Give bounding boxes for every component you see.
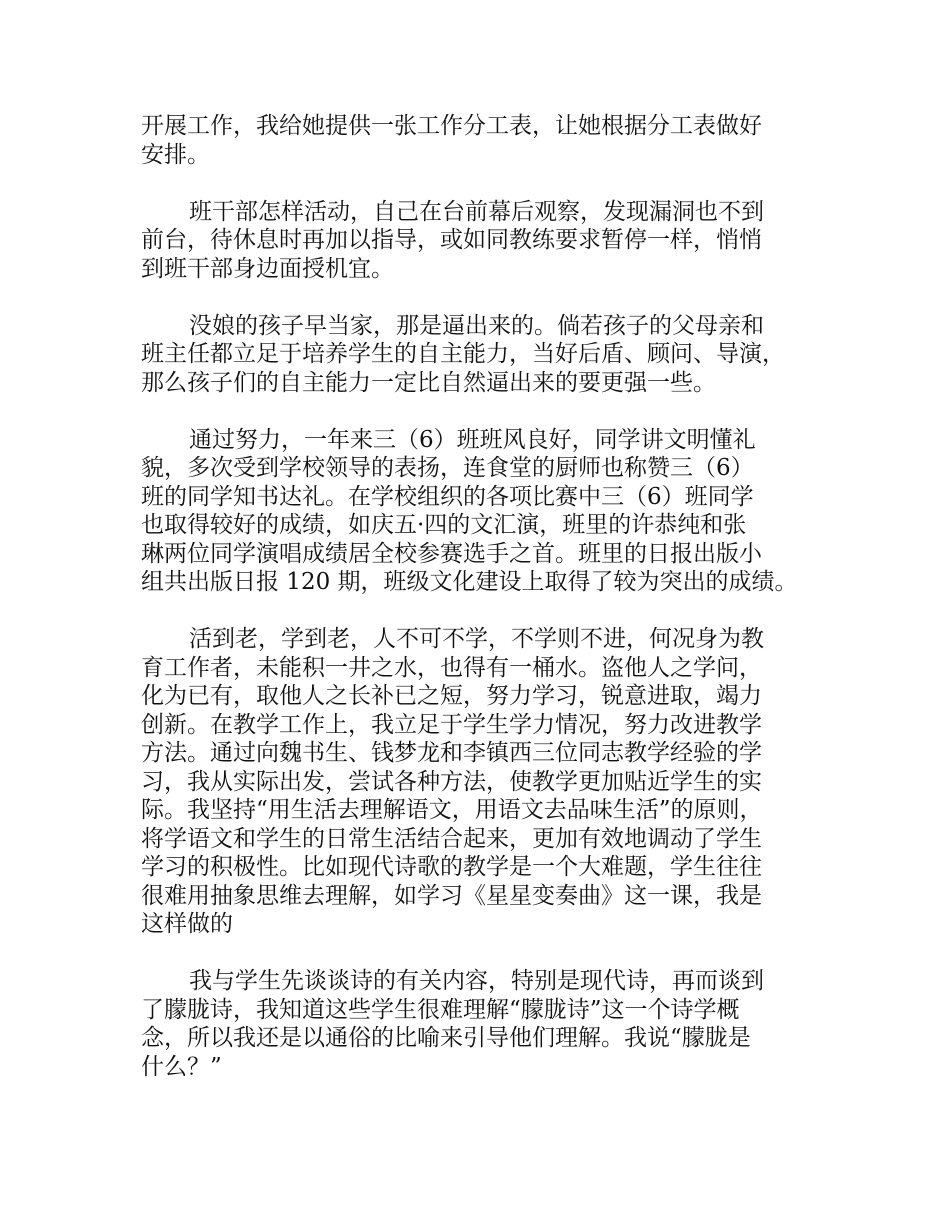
paragraph <box>141 426 831 597</box>
paragraph <box>141 312 831 398</box>
text-line: 那么孩子们的自主能力一定比自然逼出来的要更强一些。 <box>141 369 716 396</box>
text-line: 班的同学知书达礼。在学校组织的各项比赛中三（6）班同学 <box>141 483 754 510</box>
text-line: 琳两位同学演唱成绩居全校参赛选手之首。班里的日报出版小 <box>141 540 762 567</box>
text-line: 什么？” <box>141 1053 222 1080</box>
text-line: 创新。在教学工作上，我立足于学生学力情况，努力改进教学 <box>141 711 762 738</box>
text-line: 这样做的 <box>141 911 233 937</box>
text-line: 习，我从实际出发，尝试各种方法，使教学更加贴近学生的实 <box>141 768 762 795</box>
text-line: 组共出版日报 120 期，班级文化建设上取得了较为突出的成绩。 <box>141 569 798 595</box>
text-line: 到班干部身边面授机宜。 <box>141 255 394 282</box>
text-line: 前台，待休息时再加以指导，或如同教练要求暂停一样，悄悄 <box>141 227 762 253</box>
text-line: 化为已有，取他人之长补已之短，努力学习，锐意进取，竭力 <box>141 683 762 709</box>
paragraph <box>141 967 831 1081</box>
paragraph <box>141 112 831 169</box>
text-line: 貌，多次受到学校领导的表扬，连食堂的厨师也称赞三（6） <box>141 455 754 481</box>
text-line: 没娘的孩子早当家，那是逼出来的。倘若孩子的父母亲和 <box>189 312 764 339</box>
text-line: 我与学生先谈谈诗的有关内容，特别是现代诗，再而谈到 <box>189 968 764 994</box>
text-line: 念，所以我还是以通俗的比喻来引导他们理解。我说“朦胧是 <box>141 1025 751 1051</box>
text-line: 际。我坚持“用生活去理解语文，用语文去品味生活”的原则， <box>141 797 763 823</box>
text-line: 班主任都立足于培养学生的自主能力，当好后盾、顾问、导演， <box>141 341 785 367</box>
text-line: 育工作者，未能积一井之水，也得有一桶水。盗他人之学问， <box>141 654 762 681</box>
text-line: 方法。通过向魏书生、钱梦龙和李镇西三位同志教学经验的学 <box>141 740 762 766</box>
text-line: 开展工作，我给她提供一张工作分工表，让她根据分工表做好 <box>141 113 762 139</box>
document-body <box>141 112 831 1110</box>
text-line: 安排。 <box>141 141 210 168</box>
text-line: 很难用抽象思维去理解，如学习《星星变奏曲》这一课，我是 <box>141 882 762 909</box>
text-line: 学习的积极性。比如现代诗歌的教学是一个大难题，学生往往 <box>141 854 762 880</box>
text-line: 班干部怎样活动，自己在台前幕后观察，发现漏洞也不到 <box>189 198 764 225</box>
text-line: 活到老，学到老，人不可不学，不学则不进，何况身为教 <box>189 626 764 652</box>
paragraph <box>141 625 831 939</box>
text-line: 将学语文和学生的日常生活结合起来，更加有效地调动了学生 <box>141 825 762 852</box>
paragraph <box>141 198 831 284</box>
text-line: 了朦胧诗，我知道这些学生很难理解“朦胧诗”这一个诗学概 <box>141 996 740 1023</box>
text-line: 通过努力，一年来三（6）班班风良好，同学讲文明懂礼 <box>189 426 756 453</box>
text-line: 也取得较好的成绩，如庆五·四的文汇演，班里的许恭纯和张 <box>141 512 747 538</box>
